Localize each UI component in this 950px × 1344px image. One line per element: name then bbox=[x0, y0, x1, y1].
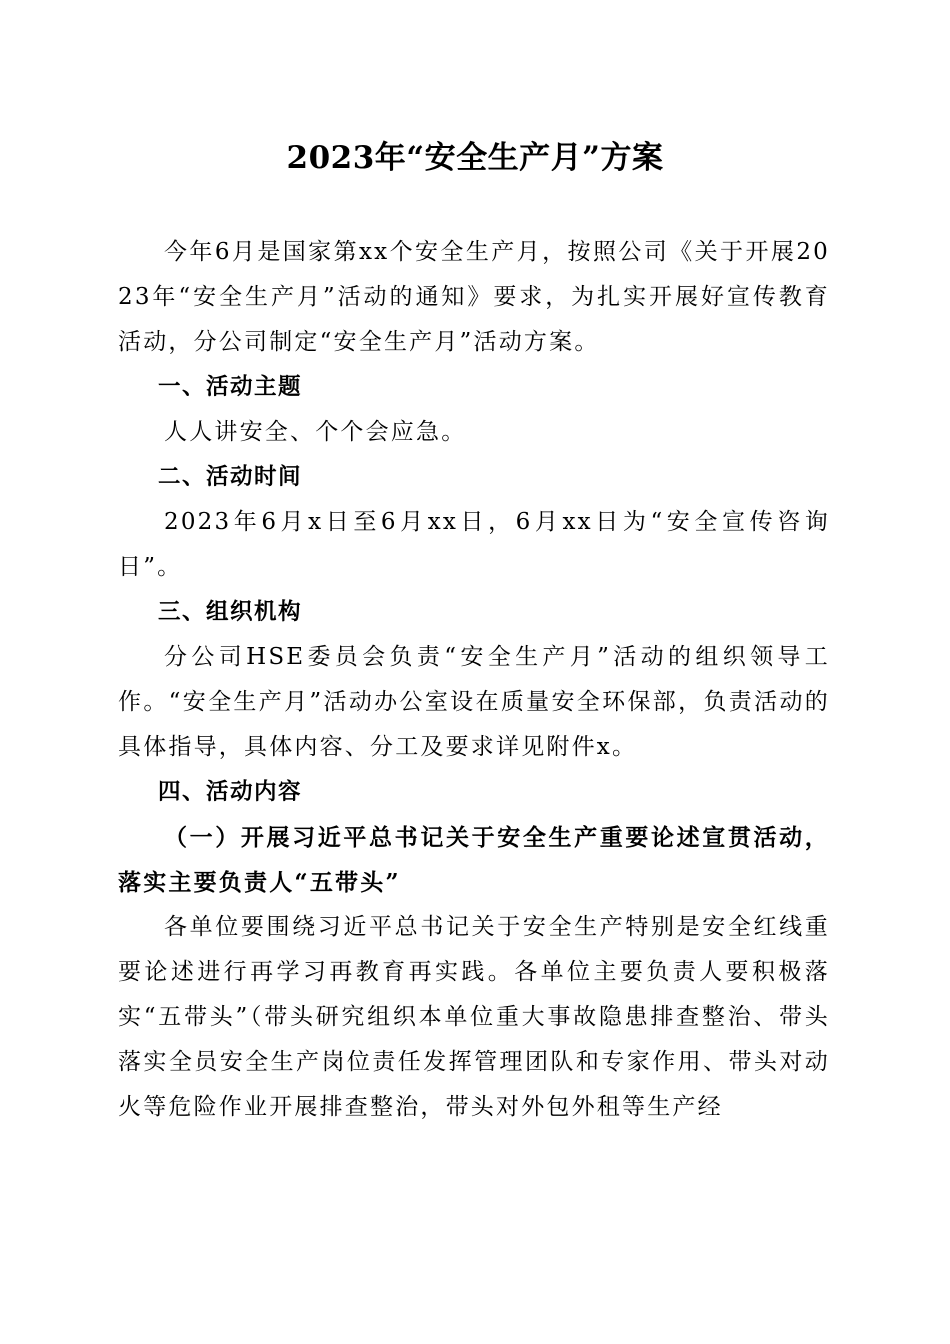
subsection-text-1: 各单位要围绕习近平总书记关于安全生产特别是安全红线重要论述进行再学习再教育再实践。各单位主要负责人要积极落实“五带头”（带头研究组织本单位重大事故隐患排查整治、带头落实全员安全生产岗位责任发挥管理团队和专家作用、带头对动火等危险作业开展排查整治，带头对外包外租等生产经 bbox=[118, 914, 830, 1120]
section-text-organization: 分公司HSE委员会负责“安全生产月”活动的组织领导工作。“安全生产月”活动办公室设在质量安全环保部，负责活动的具体指导，具体内容、分工及要求详见附件x。 bbox=[118, 644, 830, 760]
document-title: 2023年“安全生产月”方案 bbox=[286, 140, 664, 176]
section-text-time: 2023年6月x日至6月xx日，6月xx日为“安全宣传咨询日”。 bbox=[118, 509, 830, 580]
intro-paragraph: 今年6月是国家第xx个安全生产月，按照公司《关于开展2023年“安全生产月”活动的通知》要求，为扎实开展好宣传教育活动，分公司制定“安全生产月”活动方案。 bbox=[118, 239, 830, 355]
section-heading-organization: 三、组织机构 bbox=[158, 599, 303, 625]
subsection-heading-1: （一）开展习近平总书记关于安全生产重要论述宣贯活动，落实主要负责人“五带头” bbox=[118, 824, 830, 896]
section-heading-theme: 一、活动主题 bbox=[158, 374, 303, 400]
section-heading-time: 二、活动时间 bbox=[158, 464, 303, 490]
section-heading-content: 四、活动内容 bbox=[158, 779, 303, 805]
document-body bbox=[118, 230, 830, 1130]
section-text-theme: 人人讲安全、个个会应急。 bbox=[164, 419, 467, 445]
